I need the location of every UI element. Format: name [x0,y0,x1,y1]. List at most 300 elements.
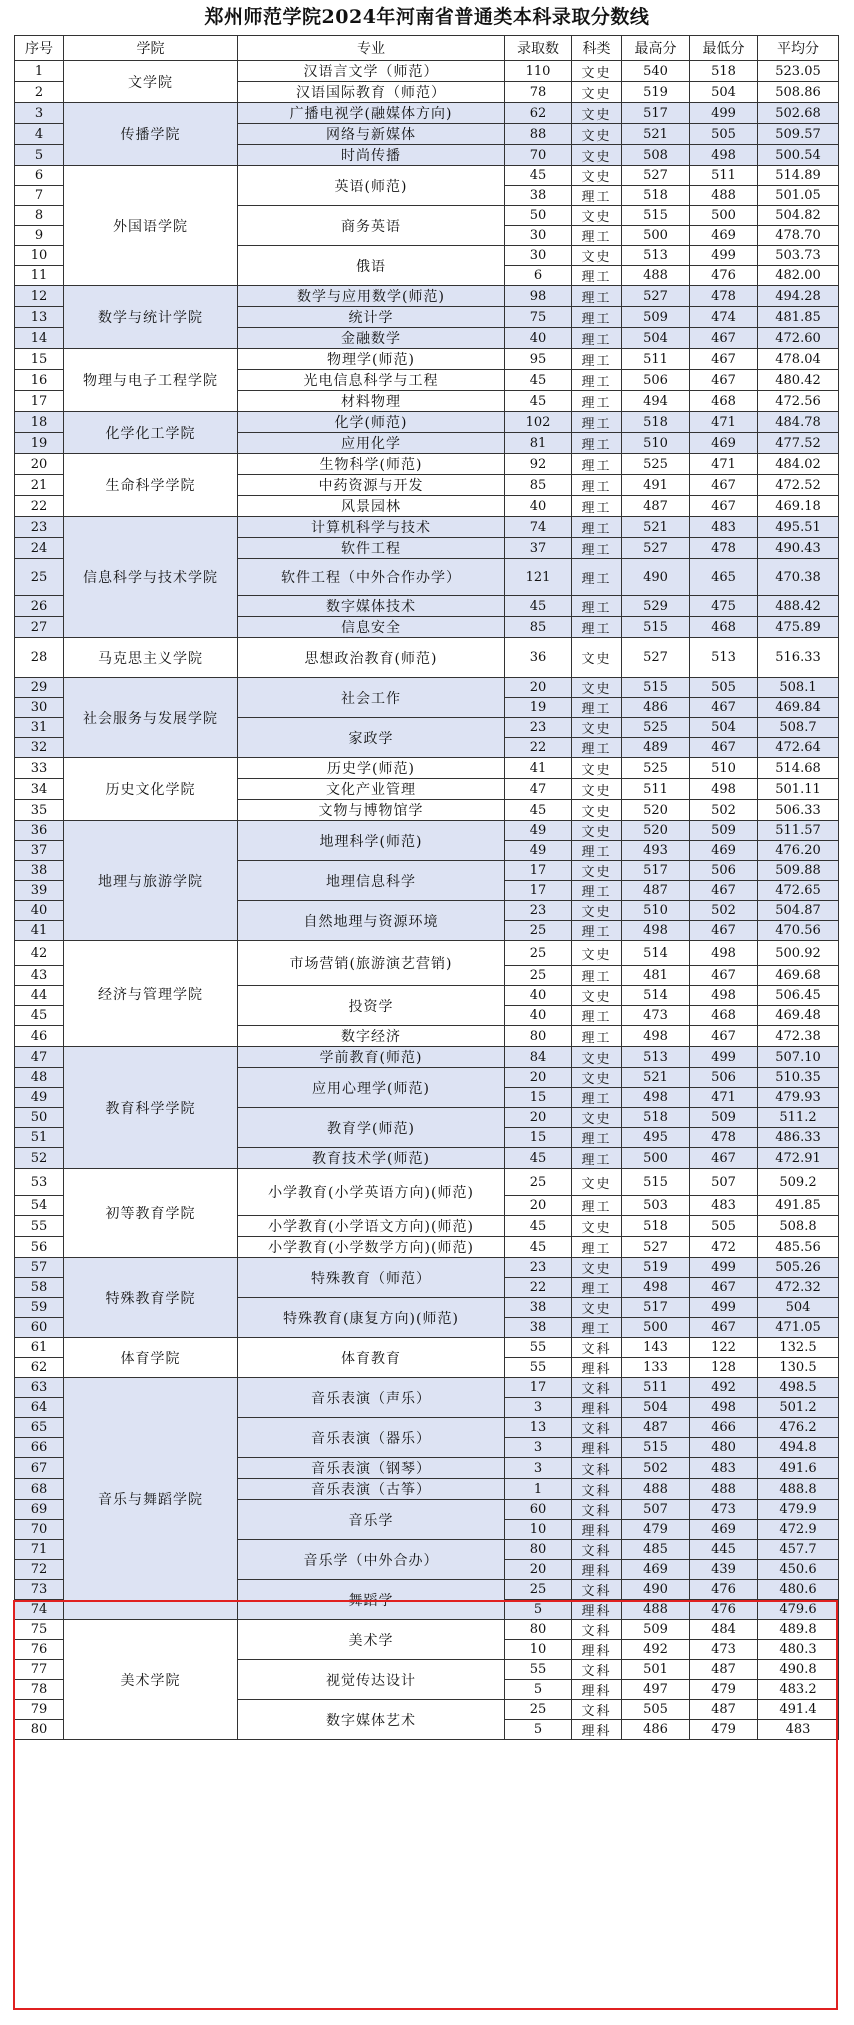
max-score-cell: 498 [622,1278,690,1298]
major-cell: 数字媒体技术 [238,596,505,617]
table-row [15,412,839,433]
enrollment-count-cell: 45 [505,1148,572,1169]
avg-score-cell: 488.8 [758,1479,839,1500]
avg-score-cell: 469.48 [758,1006,839,1026]
min-score-cell: 475 [690,596,758,617]
enrollment-count-cell: 17 [505,861,572,881]
major-cell: 社会工作 [238,678,505,718]
enrollment-count-cell: 13 [505,1418,572,1438]
subject-type-cell: 文史 [572,1258,622,1278]
subject-type-cell: 文史 [572,718,622,738]
major-cell: 音乐表演（器乐） [238,1418,505,1458]
min-score-cell: 466 [690,1418,758,1438]
enrollment-count-cell: 5 [505,1600,572,1620]
avg-score-cell: 501.11 [758,779,839,800]
major-cell: 地理科学(师范) [238,821,505,861]
avg-score-cell: 514.89 [758,166,839,186]
min-score-cell: 469 [690,433,758,454]
major-cell: 家政学 [238,718,505,758]
major-cell: 数字经济 [238,1026,505,1047]
subject-type-cell: 理工 [572,617,622,638]
major-cell: 美术学 [238,1620,505,1660]
major-cell: 统计学 [238,307,505,328]
enrollment-count-cell: 80 [505,1540,572,1560]
major-cell: 光电信息科学与工程 [238,370,505,391]
enrollment-count-cell: 40 [505,328,572,349]
subject-type-cell: 文史 [572,821,622,841]
enrollment-count-cell: 38 [505,1298,572,1318]
max-score-cell: 518 [622,1108,690,1128]
enrollment-count-cell: 80 [505,1026,572,1047]
enrollment-count-cell: 25 [505,941,572,966]
row-number-cell: 12 [15,286,64,307]
major-cell: 俄语 [238,246,505,286]
max-score-cell: 514 [622,941,690,966]
major-cell: 特殊教育（师范） [238,1258,505,1298]
avg-score-cell: 472.60 [758,328,839,349]
min-score-cell: 471 [690,412,758,433]
min-score-cell: 498 [690,145,758,166]
row-number-cell: 76 [15,1640,64,1660]
max-score-cell: 486 [622,698,690,718]
enrollment-count-cell: 49 [505,821,572,841]
major-cell: 音乐表演（钢琴） [238,1458,505,1479]
max-score-cell: 492 [622,1640,690,1660]
min-score-cell: 509 [690,821,758,841]
max-score-cell: 520 [622,821,690,841]
min-score-cell: 479 [690,1680,758,1700]
max-score-cell: 497 [622,1680,690,1700]
subject-type-cell: 文史 [572,986,622,1006]
min-score-cell: 472 [690,1237,758,1258]
enrollment-count-cell: 85 [505,475,572,496]
min-score-cell: 469 [690,841,758,861]
min-score-cell: 473 [690,1640,758,1660]
college-cell: 物理与电子工程学院 [64,349,238,412]
max-score-cell: 507 [622,1500,690,1520]
max-score-cell: 518 [622,412,690,433]
subject-type-cell: 文史 [572,678,622,698]
enrollment-count-cell: 49 [505,841,572,861]
major-cell: 网络与新媒体 [238,124,505,145]
max-score-cell: 511 [622,779,690,800]
max-score-cell: 488 [622,266,690,286]
row-number-cell: 49 [15,1088,64,1108]
max-score-cell: 529 [622,596,690,617]
max-score-cell: 521 [622,1068,690,1088]
max-score-cell: 485 [622,1540,690,1560]
table-row [15,454,839,475]
enrollment-count-cell: 38 [505,1318,572,1338]
college-cell: 社会服务与发展学院 [64,678,238,758]
major-cell: 中药资源与开发 [238,475,505,496]
avg-score-cell: 476.20 [758,841,839,861]
row-number-cell: 37 [15,841,64,861]
max-score-cell: 521 [622,517,690,538]
min-score-cell: 469 [690,226,758,246]
row-number-cell: 50 [15,1108,64,1128]
subject-type-cell: 文史 [572,1298,622,1318]
subject-type-cell: 文史 [572,166,622,186]
subject-type-cell: 文史 [572,901,622,921]
row-number-cell: 77 [15,1660,64,1680]
avg-score-cell: 479.93 [758,1088,839,1108]
subject-type-cell: 理工 [572,538,622,559]
max-score-cell: 473 [622,1006,690,1026]
avg-score-cell: 509.88 [758,861,839,881]
enrollment-count-cell: 25 [505,1169,572,1196]
enrollment-count-cell: 23 [505,1258,572,1278]
subject-type-cell: 理工 [572,349,622,370]
enrollment-count-cell: 121 [505,559,572,596]
min-score-cell: 488 [690,186,758,206]
max-score-cell: 519 [622,82,690,103]
major-cell: 汉语国际教育（师范） [238,82,505,103]
college-cell: 数学与统计学院 [64,286,238,349]
college-cell: 外国语学院 [64,166,238,286]
avg-score-cell: 480.42 [758,370,839,391]
enrollment-count-cell: 25 [505,1700,572,1720]
max-score-cell: 518 [622,1216,690,1237]
row-number-cell: 26 [15,596,64,617]
avg-score-cell: 484.02 [758,454,839,475]
avg-score-cell: 475.89 [758,617,839,638]
avg-score-cell: 489.8 [758,1620,839,1640]
subject-type-cell: 理工 [572,841,622,861]
avg-score-cell: 481.85 [758,307,839,328]
avg-score-cell: 469.84 [758,698,839,718]
row-number-cell: 40 [15,901,64,921]
row-number-cell: 39 [15,881,64,901]
enrollment-count-cell: 41 [505,758,572,779]
college-cell: 文学院 [64,61,238,103]
max-score-cell: 511 [622,349,690,370]
enrollment-count-cell: 55 [505,1660,572,1680]
table-row [15,821,839,841]
avg-score-cell: 502.68 [758,103,839,124]
college-cell: 马克思主义学院 [64,638,238,678]
row-number-cell: 68 [15,1479,64,1500]
min-score-cell: 468 [690,617,758,638]
subject-type-cell: 文史 [572,638,622,678]
avg-score-cell: 523.05 [758,61,839,82]
min-score-cell: 487 [690,1700,758,1720]
subject-type-cell: 理科 [572,1680,622,1700]
enrollment-count-cell: 102 [505,412,572,433]
subject-type-cell: 理工 [572,370,622,391]
college-cell: 特殊教育学院 [64,1258,238,1338]
table-row [15,1338,839,1358]
enrollment-count-cell: 22 [505,738,572,758]
subject-type-cell: 文史 [572,1216,622,1237]
min-score-cell: 499 [690,103,758,124]
enrollment-count-cell: 60 [505,1500,572,1520]
avg-score-cell: 500.92 [758,941,839,966]
header-cell-no: 序号 [15,36,64,61]
subject-type-cell: 文科 [572,1338,622,1358]
max-score-cell: 495 [622,1128,690,1148]
enrollment-count-cell: 5 [505,1680,572,1700]
avg-score-cell: 511.57 [758,821,839,841]
avg-score-cell: 490.43 [758,538,839,559]
min-score-cell: 507 [690,1169,758,1196]
avg-score-cell: 479.6 [758,1600,839,1620]
max-score-cell: 511 [622,1378,690,1398]
header-cell-max: 最高分 [622,36,690,61]
avg-score-cell: 494.28 [758,286,839,307]
row-number-cell: 7 [15,186,64,206]
max-score-cell: 501 [622,1660,690,1680]
table-row [15,61,839,82]
min-score-cell: 492 [690,1378,758,1398]
avg-score-cell: 484.78 [758,412,839,433]
avg-score-cell: 470.56 [758,921,839,941]
subject-type-cell: 理科 [572,1600,622,1620]
max-score-cell: 527 [622,166,690,186]
avg-score-cell: 485.56 [758,1237,839,1258]
min-score-cell: 128 [690,1358,758,1378]
row-number-cell: 20 [15,454,64,475]
row-number-cell: 16 [15,370,64,391]
college-cell: 音乐与舞蹈学院 [64,1378,238,1620]
subject-type-cell: 理工 [572,266,622,286]
avg-score-cell: 470.38 [758,559,839,596]
table-row [15,1378,839,1398]
table-row [15,349,839,370]
max-score-cell: 515 [622,1438,690,1458]
major-cell: 文物与博物馆学 [238,800,505,821]
enrollment-count-cell: 6 [505,266,572,286]
min-score-cell: 469 [690,1520,758,1540]
min-score-cell: 488 [690,1479,758,1500]
enrollment-count-cell: 3 [505,1458,572,1479]
row-number-cell: 73 [15,1580,64,1600]
min-score-cell: 479 [690,1720,758,1740]
enrollment-count-cell: 45 [505,1216,572,1237]
avg-score-cell: 506.33 [758,800,839,821]
row-number-cell: 6 [15,166,64,186]
enrollment-count-cell: 95 [505,349,572,370]
enrollment-count-cell: 110 [505,61,572,82]
major-cell: 音乐学（中外合办） [238,1540,505,1580]
max-score-cell: 498 [622,921,690,941]
college-cell: 信息科学与技术学院 [64,517,238,638]
min-score-cell: 506 [690,1068,758,1088]
row-number-cell: 27 [15,617,64,638]
min-score-cell: 509 [690,1108,758,1128]
avg-score-cell: 491.85 [758,1196,839,1216]
avg-score-cell: 516.33 [758,638,839,678]
max-score-cell: 498 [622,1026,690,1047]
row-number-cell: 60 [15,1318,64,1338]
avg-score-cell: 471.05 [758,1318,839,1338]
avg-score-cell: 472.52 [758,475,839,496]
subject-type-cell: 理工 [572,1148,622,1169]
avg-score-cell: 472.91 [758,1148,839,1169]
major-cell: 小学教育(小学数学方向)(师范) [238,1237,505,1258]
enrollment-count-cell: 25 [505,1580,572,1600]
max-score-cell: 521 [622,124,690,145]
max-score-cell: 486 [622,1720,690,1740]
row-number-cell: 14 [15,328,64,349]
min-score-cell: 478 [690,286,758,307]
row-number-cell: 47 [15,1047,64,1068]
major-cell: 市场营销(旅游演艺营销) [238,941,505,986]
subject-type-cell: 理工 [572,1237,622,1258]
max-score-cell: 527 [622,1237,690,1258]
major-cell: 体育教育 [238,1338,505,1378]
major-cell: 历史学(师范) [238,758,505,779]
college-cell: 美术学院 [64,1620,238,1740]
subject-type-cell: 理工 [572,226,622,246]
min-score-cell: 505 [690,1216,758,1237]
row-number-cell: 29 [15,678,64,698]
enrollment-count-cell: 1 [505,1479,572,1500]
row-number-cell: 28 [15,638,64,678]
major-cell: 小学教育(小学英语方向)(师范) [238,1169,505,1216]
subject-type-cell: 理工 [572,496,622,517]
row-number-cell: 57 [15,1258,64,1278]
max-score-cell: 479 [622,1520,690,1540]
avg-score-cell: 510.35 [758,1068,839,1088]
subject-type-cell: 理工 [572,1088,622,1108]
max-score-cell: 505 [622,1700,690,1720]
row-number-cell: 72 [15,1560,64,1580]
max-score-cell: 515 [622,678,690,698]
min-score-cell: 505 [690,124,758,145]
row-number-cell: 63 [15,1378,64,1398]
row-number-cell: 42 [15,941,64,966]
major-cell: 应用心理学(师范) [238,1068,505,1108]
min-score-cell: 439 [690,1560,758,1580]
major-cell: 思想政治教育(师范) [238,638,505,678]
min-score-cell: 498 [690,986,758,1006]
min-score-cell: 467 [690,881,758,901]
max-score-cell: 133 [622,1358,690,1378]
avg-score-cell: 511.2 [758,1108,839,1128]
min-score-cell: 468 [690,1006,758,1026]
enrollment-count-cell: 20 [505,1068,572,1088]
max-score-cell: 490 [622,1580,690,1600]
subject-type-cell: 文史 [572,82,622,103]
min-score-cell: 500 [690,206,758,226]
min-score-cell: 502 [690,901,758,921]
row-number-cell: 71 [15,1540,64,1560]
avg-score-cell: 506.45 [758,986,839,1006]
subject-type-cell: 理科 [572,1560,622,1580]
major-cell: 时尚传播 [238,145,505,166]
enrollment-count-cell: 55 [505,1338,572,1358]
min-score-cell: 483 [690,1196,758,1216]
row-number-cell: 55 [15,1216,64,1237]
enrollment-count-cell: 30 [505,226,572,246]
row-number-cell: 53 [15,1169,64,1196]
subject-type-cell: 理科 [572,1520,622,1540]
enrollment-count-cell: 98 [505,286,572,307]
max-score-cell: 520 [622,800,690,821]
major-cell: 计算机科学与技术 [238,517,505,538]
avg-score-cell: 503.73 [758,246,839,266]
enrollment-count-cell: 20 [505,1196,572,1216]
enrollment-count-cell: 45 [505,370,572,391]
max-score-cell: 510 [622,433,690,454]
major-cell: 软件工程 [238,538,505,559]
enrollment-count-cell: 92 [505,454,572,475]
avg-score-cell: 504.82 [758,206,839,226]
subject-type-cell: 理工 [572,559,622,596]
min-score-cell: 467 [690,1318,758,1338]
avg-score-cell: 486.33 [758,1128,839,1148]
table-row [15,286,839,307]
subject-type-cell: 理科 [572,1438,622,1458]
min-score-cell: 499 [690,1047,758,1068]
min-score-cell: 478 [690,1128,758,1148]
enrollment-count-cell: 45 [505,596,572,617]
avg-score-cell: 509.2 [758,1169,839,1196]
max-score-cell: 488 [622,1479,690,1500]
row-number-cell: 13 [15,307,64,328]
enrollment-count-cell: 17 [505,881,572,901]
enrollment-count-cell: 47 [505,779,572,800]
subject-type-cell: 理工 [572,1128,622,1148]
avg-score-cell: 472.65 [758,881,839,901]
subject-type-cell: 文史 [572,1047,622,1068]
major-cell: 广播电视学(融媒体方向) [238,103,505,124]
college-cell: 教育科学学院 [64,1047,238,1169]
major-cell: 地理信息科学 [238,861,505,901]
enrollment-count-cell: 45 [505,800,572,821]
subject-type-cell: 理工 [572,698,622,718]
enrollment-count-cell: 19 [505,698,572,718]
min-score-cell: 499 [690,1298,758,1318]
row-number-cell: 69 [15,1500,64,1520]
enrollment-count-cell: 20 [505,678,572,698]
row-number-cell: 36 [15,821,64,841]
min-score-cell: 465 [690,559,758,596]
min-score-cell: 467 [690,966,758,986]
max-score-cell: 540 [622,61,690,82]
min-score-cell: 467 [690,328,758,349]
min-score-cell: 467 [690,698,758,718]
enrollment-count-cell: 5 [505,1720,572,1740]
max-score-cell: 517 [622,1298,690,1318]
max-score-cell: 504 [622,328,690,349]
max-score-cell: 503 [622,1196,690,1216]
avg-score-cell: 494.8 [758,1438,839,1458]
enrollment-count-cell: 30 [505,246,572,266]
row-number-cell: 64 [15,1398,64,1418]
row-number-cell: 45 [15,1006,64,1026]
min-score-cell: 445 [690,1540,758,1560]
min-score-cell: 467 [690,475,758,496]
row-number-cell: 23 [15,517,64,538]
subject-type-cell: 文科 [572,1700,622,1720]
header-cell-type: 科类 [572,36,622,61]
major-cell: 舞蹈学 [238,1580,505,1620]
max-score-cell: 493 [622,841,690,861]
subject-type-cell: 文史 [572,206,622,226]
avg-score-cell: 501.2 [758,1398,839,1418]
max-score-cell: 487 [622,496,690,517]
row-number-cell: 3 [15,103,64,124]
min-score-cell: 467 [690,738,758,758]
subject-type-cell: 理工 [572,1278,622,1298]
page-title: 郑州师范学院2024年河南省普通类本科录取分数线 [204,6,650,28]
major-cell: 学前教育(师范) [238,1047,505,1068]
subject-type-cell: 文史 [572,861,622,881]
enrollment-count-cell: 40 [505,1006,572,1026]
max-score-cell: 508 [622,145,690,166]
